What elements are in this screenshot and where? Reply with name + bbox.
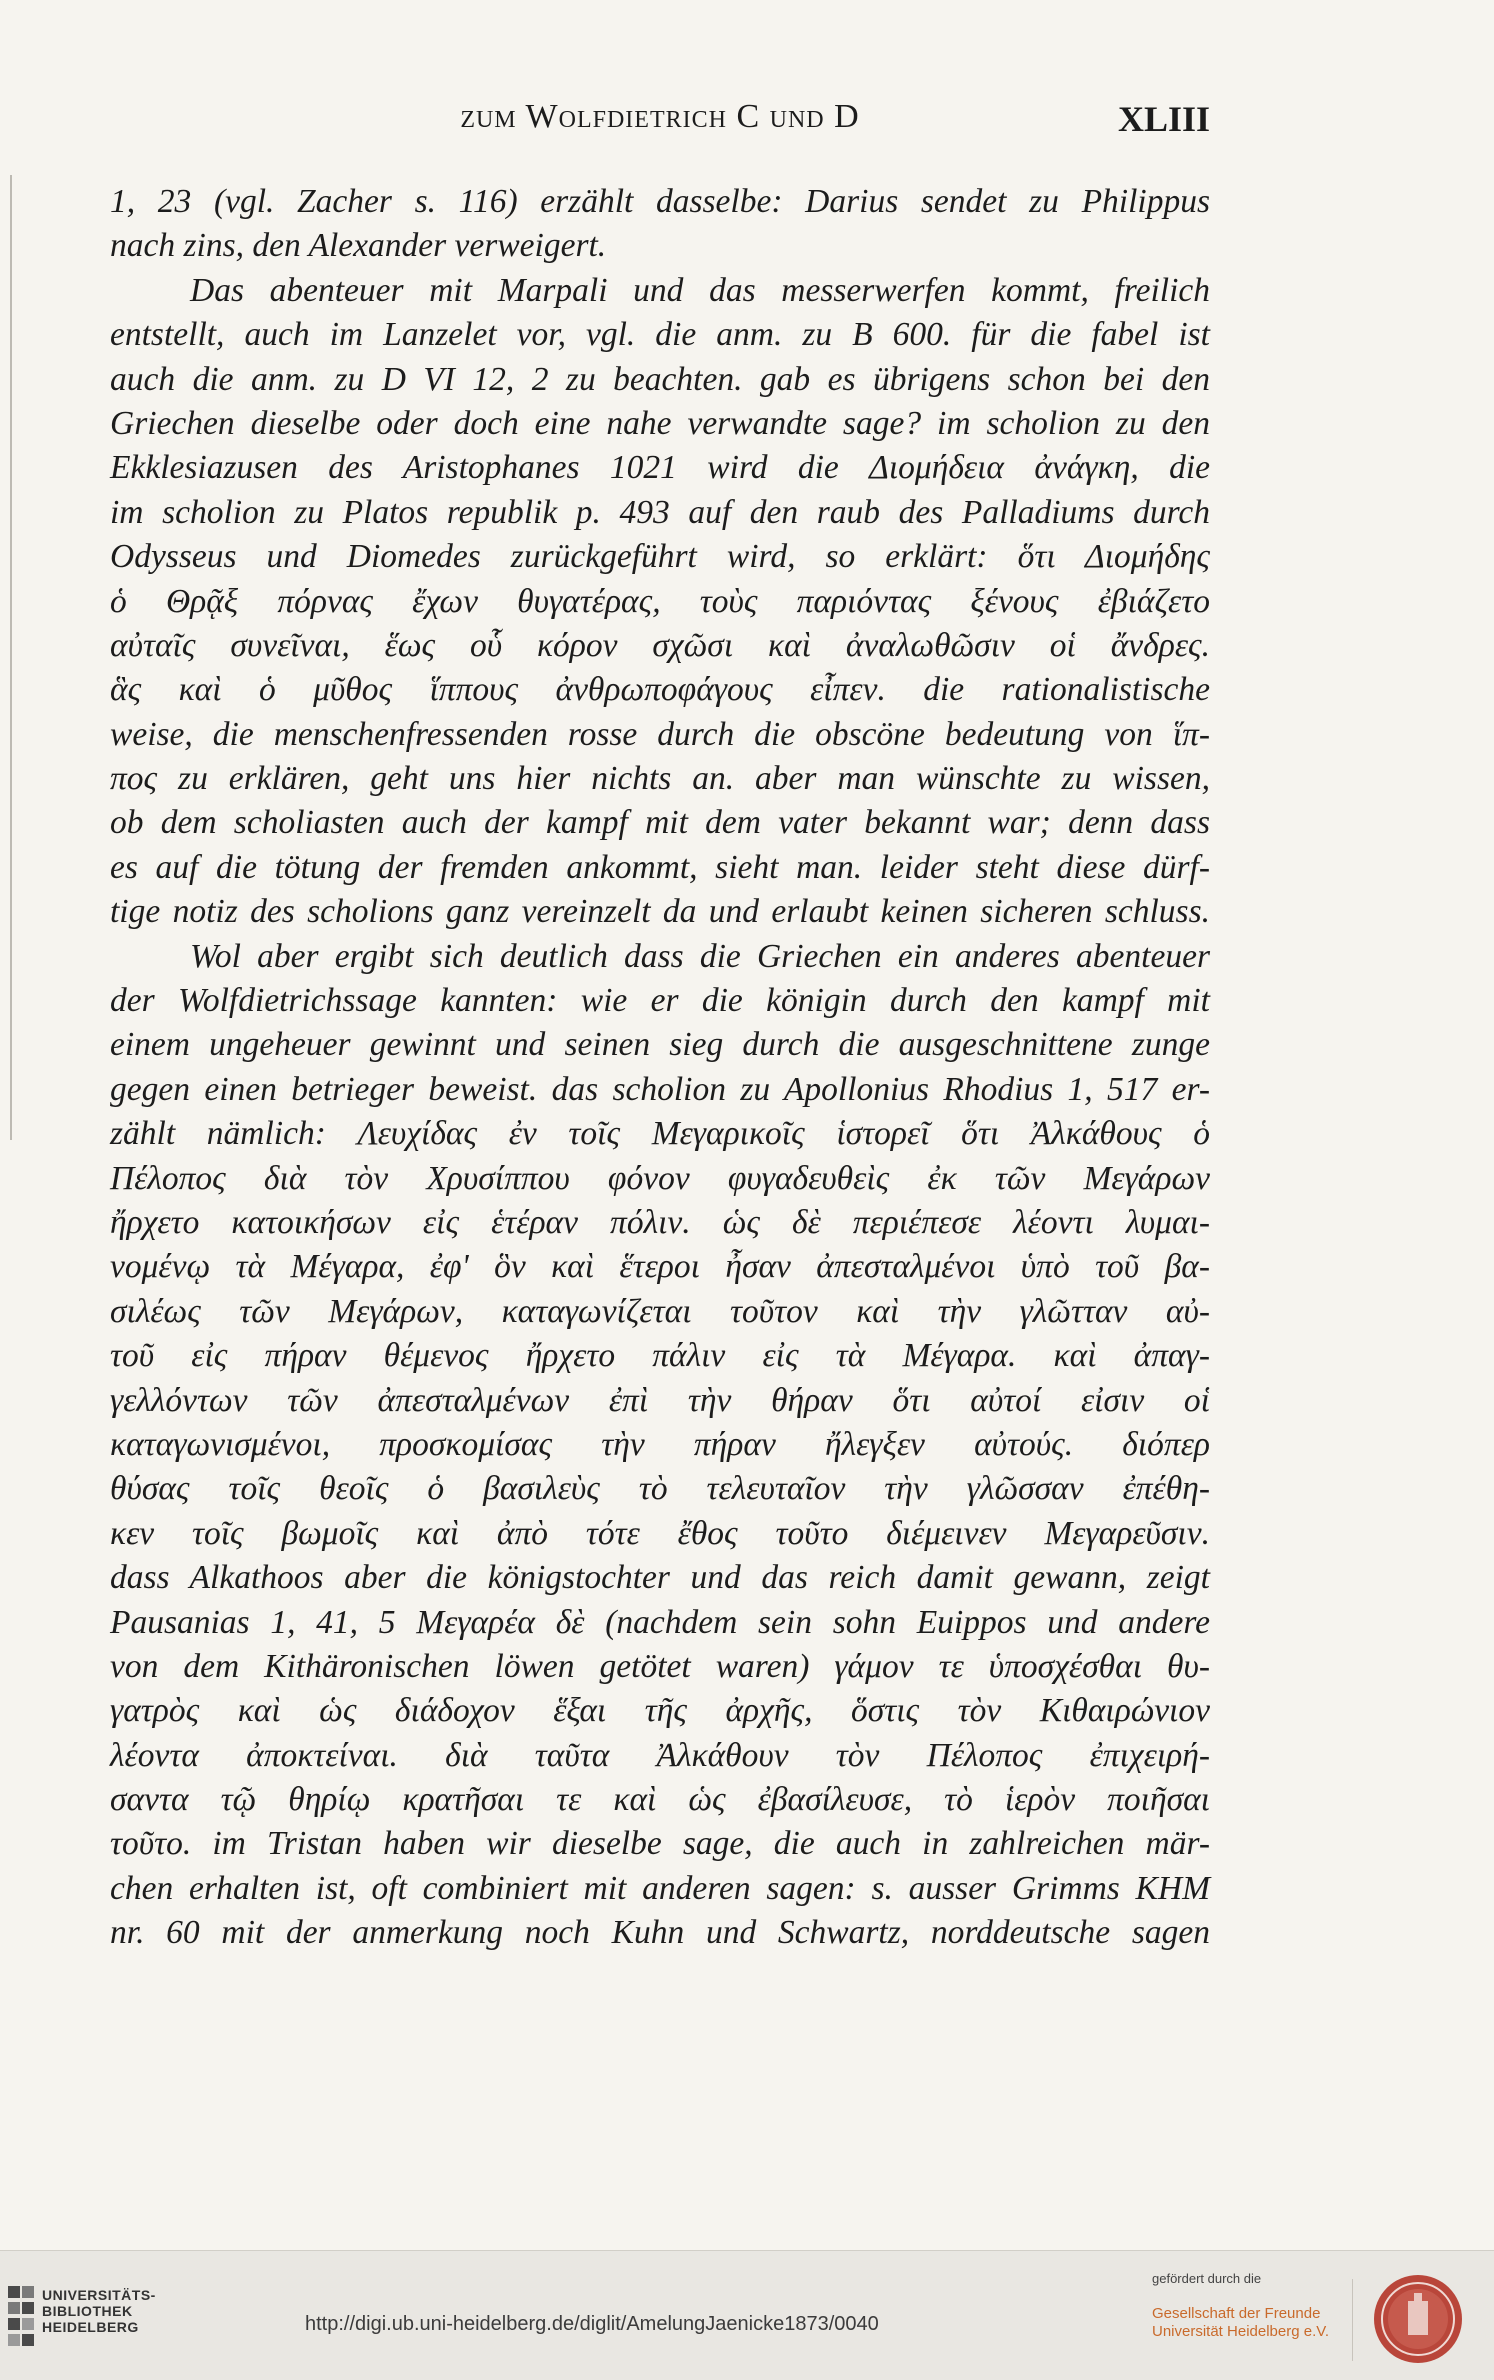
text-line: Odysseus und Diomedes zurückgeführt wird, so erklärt: ὅτι Διομήδης [110, 538, 1210, 576]
text-line: νομένῳ τὰ Μέγαρα, ἐφ' ὃν καὶ ἕτεροι ἦσαν ἀπεσταλμένοι ὑπὸ τοῦ βα- [110, 1248, 1210, 1286]
library-name-line: HEIDELBERG [42, 2319, 139, 2335]
text-line: γατρὸς καὶ ὡς διάδοχον ἕξαι τῆς ἀρχῆς, ὅστις τὸν Κιθαιρώνιον [110, 1692, 1210, 1730]
text-line: Das abenteuer mit Marpali und das messerwerfen kommt, freilich [190, 271, 1210, 309]
text-line: weise, die menschenfressenden rosse durch die obscöne bedeutung von ἵπ- [110, 715, 1210, 753]
text-line: Pausanias 1, 41, 5 Μεγαρέα δὲ (nachdem sein sohn Euippos und andere [110, 1603, 1210, 1641]
text-line: dass Alkathoos aber die königstochter und das reich damit gewann, zeigt [110, 1559, 1210, 1597]
sponsor-name-line: Gesellschaft der Freunde [1152, 2305, 1321, 2322]
text-line: Wol aber ergibt sich deutlich dass die Griechen ein anderes abenteuer [190, 937, 1210, 975]
text-line: der Wolfdietrichssage kannten: wie er die königin durch den kampf mit [110, 982, 1210, 1020]
text-line: σιλέως τῶν Μεγάρων, καταγωνίζεται τοῦτον καὶ τὴν γλῶτταν αὐ- [110, 1292, 1210, 1330]
text-line: tige notiz des scholions ganz vereinzelt da und erlaubt keinen sicheren schluss. [110, 893, 1210, 931]
viewer-footer [0, 2250, 1494, 2380]
text-line: ἃς καὶ ὁ μῦθος ἵππους ἀνθρωποφάγους εἶπεν. die rationalistische [110, 671, 1210, 709]
text-line: σαντα τῷ θηρίῳ κρατῆσαι τε καὶ ὡς ἐβασίλευσε, τὸ ἱερὸν ποιῆσαι [110, 1781, 1210, 1819]
text-line: καταγωνισμένοι, προσκομίσας τὴν πήραν ἤλεγξεν αὐτούς. διόπερ [110, 1425, 1210, 1463]
library-name-line: UNIVERSITÄTS- [42, 2287, 156, 2303]
text-line: chen erhalten ist, oft combiniert mit anderen sagen: s. ausser Grimms KHM [110, 1869, 1210, 1907]
text-line: entstellt, auch im Lanzelet vor, vgl. die anm. zu B 600. für die fabel ist [110, 316, 1210, 354]
text-line: κεν τοῖς βωμοῖς καὶ ἀπὸ τότε ἔθος τοῦτο διέμεινεν Μεγαρεῦσιν. [110, 1514, 1210, 1552]
sponsor-name [1152, 2305, 1329, 2341]
text-line: einem ungeheuer gewinnt und seinen sieg durch die ausgeschnittene zunge [110, 1026, 1210, 1064]
text-line: ὁ Θρᾷξ πόρνας ἔχων θυγατέρας, τοὺς παριόντας ξένους ἐβιάζετο [110, 582, 1210, 620]
text-line: nr. 60 mit der anmerkung noch Kuhn und Schwartz, norddeutsche sagen [110, 1914, 1210, 1952]
text-line: es auf die tötung der fremden ankommt, sieht man. leider steht diese dürf- [110, 848, 1210, 886]
text-line: 1, 23 (vgl. Zacher s. 116) erzählt dasselbe: Darius sendet zu Philippus [110, 183, 1210, 220]
page-edge-line [10, 175, 12, 1140]
running-head: zum Wolfdietrich C und D [460, 98, 860, 135]
text-line: ob dem scholiasten auch der kampf mit dem vater bekannt war; denn dass [110, 804, 1210, 842]
text-line: von dem Kithäronischen löwen getötet waren) γάμον τε ὑποσχέσθαι θυ- [110, 1647, 1210, 1685]
text-line: Griechen dieselbe oder doch eine nahe verwandte sage? im scholion zu den [110, 404, 1210, 442]
text-line: zählt nämlich: Λευχίδας ἐν τοῖς Μεγαρικοῖς ἱστορεῖ ὅτι Ἀλκάθους ὁ [110, 1115, 1210, 1153]
sponsor-name-line: Universität Heidelberg e.V. [1152, 2323, 1330, 2340]
university-seal-icon [1372, 2273, 1464, 2365]
text-line: τοῦτο. im Tristan haben wir dieselbe sage, die auch in zahlreichen mär- [110, 1825, 1210, 1863]
library-name-line: BIBLIOTHEK [42, 2303, 133, 2319]
text-line: Ekklesiazusen des Aristophanes 1021 wird die Διομήδεια ἀνάγκη, die [110, 449, 1210, 487]
body-text [110, 180, 1210, 1956]
funded-by-label: gefördert durch die [1152, 2271, 1262, 2286]
text-line: gegen einen betrieger beweist. das scholion zu Apollonius Rhodius 1, 517 er- [110, 1070, 1210, 1108]
text-line: auch die anm. zu D VI 12, 2 zu beachten. gab es übrigens schon bei den [110, 360, 1210, 398]
text-line: αὐταῖς συνεῖναι, ἕως οὗ κόρον σχῶσι καὶ ἀναλωθῶσιν οἱ ἄνδρες. [110, 626, 1210, 664]
library-name [42, 2287, 156, 2335]
text-line: θύσας τοῖς θεοῖς ὁ βασιλεὺς τὸ τελευταῖον τὴν γλῶσσαν ἐπέθη- [110, 1470, 1210, 1508]
permalink-url[interactable]: http://digi.ub.uni-heidelberg.de/diglit/AmelungJaenicke1873/0040 [305, 2313, 879, 2335]
text-line: im scholion zu Platos republik p. 493 auf den raub des Palladiums durch [110, 493, 1210, 531]
text-line: ἤρχετο κατοικήσων εἰς ἑτέραν πόλιν. ὡς δὲ περιέπεσε λέοντι λυμαι- [110, 1203, 1210, 1241]
footer-divider [1352, 2279, 1353, 2361]
text-line: λέοντα ἀποκτείναι. διὰ ταῦτα Ἀλκάθουν τὸν Πέλοπος ἐπιχειρή- [110, 1736, 1210, 1774]
library-logo-icon [8, 2286, 36, 2348]
text-line: πος zu erklären, geht uns hier nichts an. aber man wünschte zu wissen, [110, 760, 1210, 798]
text-line: nach zins, den Alexander verweigert. [110, 227, 607, 265]
page-number: XLIII [1117, 99, 1210, 139]
text-line: γελλόντων τῶν ἀπεσταλμένων ἐπὶ τὴν θήραν ὅτι αὐτοί εἰσιν οἱ [110, 1381, 1210, 1419]
page-header [110, 98, 1210, 150]
text-line: Πέλοπος διὰ τὸν Χρυσίππου φόνον φυγαδευθεὶς ἐκ τῶν Μεγάρων [110, 1159, 1210, 1197]
text-line: τοῦ εἰς πήραν θέμενος ἤρχετο πάλιν εἰς τὰ Μέγαρα. καὶ ἀπαγ- [110, 1337, 1210, 1375]
